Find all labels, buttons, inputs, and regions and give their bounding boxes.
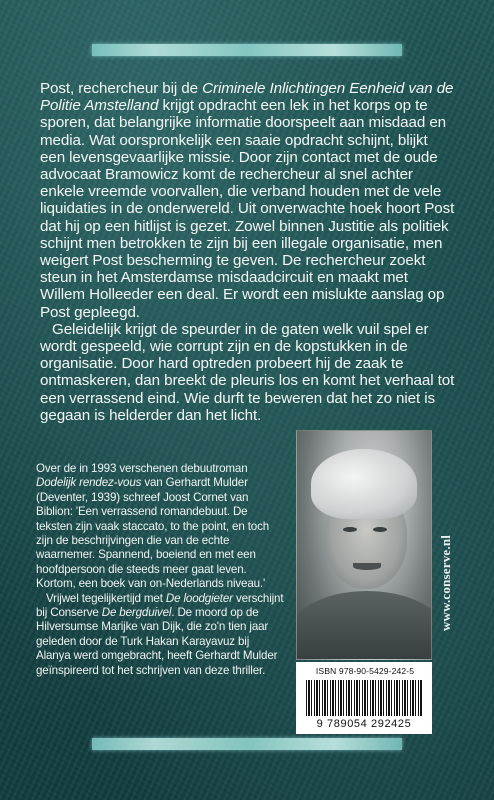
photo-hair (311, 449, 417, 519)
photo-shoulders (296, 591, 432, 660)
synopsis-paragraph-1 (40, 80, 455, 321)
barcode-digits: 9 789054 292425 (316, 718, 412, 730)
publisher-website-text: www.conserve.nl (438, 534, 454, 631)
decorative-bottom-bar (92, 738, 402, 750)
review-text-segment: Over de in 1993 verschenen debuutroman (36, 462, 248, 475)
review-text-segment: . De moord op de Hilversumse Marijke van Dijk, die zo'n tien jaar geleden door de Turk Hakan Karayavuz bij Alanya werd omgebracht, heeft Gerhardt Mulder geïnspireerd tot het schrijven van deze thriller. (36, 606, 278, 677)
decorative-top-bar (92, 44, 402, 56)
publisher-website (434, 450, 458, 715)
review-text-segment: Vrijwel tegelijkertijd met (46, 591, 166, 605)
review-paragraph-1 (36, 462, 286, 592)
review-text (36, 462, 286, 678)
author-photo (296, 430, 432, 660)
synopsis-italic-segment: Criminele Inlichtingen Eenheid van de Politie Amstelland (40, 80, 454, 115)
synopsis-paragraph-2: Geleidelijk krijgt de speurder in de gaten welk vuil spel er wordt gespeeld, wie corrupt zijn en de kopstukken in de organisatie. Door hard optreden probeert hij de zaak te ontmaskeren, dan breekt de pleuris los en komt het verhaal tot een verrassend eind. Wie durft te beweren dat het zo niet is gegaan is helderder dan het licht. (40, 320, 455, 424)
isbn-barcode-box (296, 662, 432, 734)
synopsis-text (40, 80, 455, 424)
review-italic-segment: De loodgieter (165, 591, 233, 605)
isbn-label: ISBN 978-90-5429-242-5 (315, 666, 415, 676)
synopsis-text-segment: Post, rechercheur bij de (40, 80, 203, 97)
photo-mouth (353, 563, 381, 570)
review-italic-segment: Dodelijk rendez-vous (36, 476, 142, 490)
photo-eye (373, 527, 387, 532)
review-italic-segment: De bergduivel (101, 606, 172, 620)
review-text-segment: verschijnt bij Conserve (36, 591, 284, 620)
review-text-segment: van Gerhardt Mulder (Deventer, 1939) schreef Joost Cornet van Biblion: 'Een verrassend romandebuut. De teksten zijn vaak staccato, to the point, en toch zijn de beschrijvingen die van de echte waarnemer. Spannend, boeiend en met een hoofdpersoon die steeds meer gaat leven. Kortom, een boek van on-Nederlands niveau.' (36, 476, 270, 591)
synopsis-text-segment: krijgt opdracht een lek in het korps op te sporen, dat belangrijke informatie doorspeelt aan misdaad en media. Wat oorspronkelijk een saaie opdracht schijnt, blijkt een levensgevaarlijke missie. Door zijn contact met de oude advocaat Bramowicz komt de rechercheur al snel achter enkele vreemde voorvallen, die verband houden met de vele liquidaties in de onderwereld. Uit onverwachte hoek hoort Post dat hij op een hitlijst is gezet. Zowel binnen Justitie als politiek schijnt men betrokken te zijn bij een illegale organisatie, men weigert Post bescherming te geven. De rechercheur zoekt steun in het Amsterdamse misdaadcircuit en maakt met Willem Holleeder een deal. Er wordt een mislukte aanslag op Post gepleegd. (40, 97, 455, 321)
barcode-icon (306, 680, 422, 716)
review-paragraph-2 (36, 592, 286, 678)
photo-eye (343, 527, 357, 532)
